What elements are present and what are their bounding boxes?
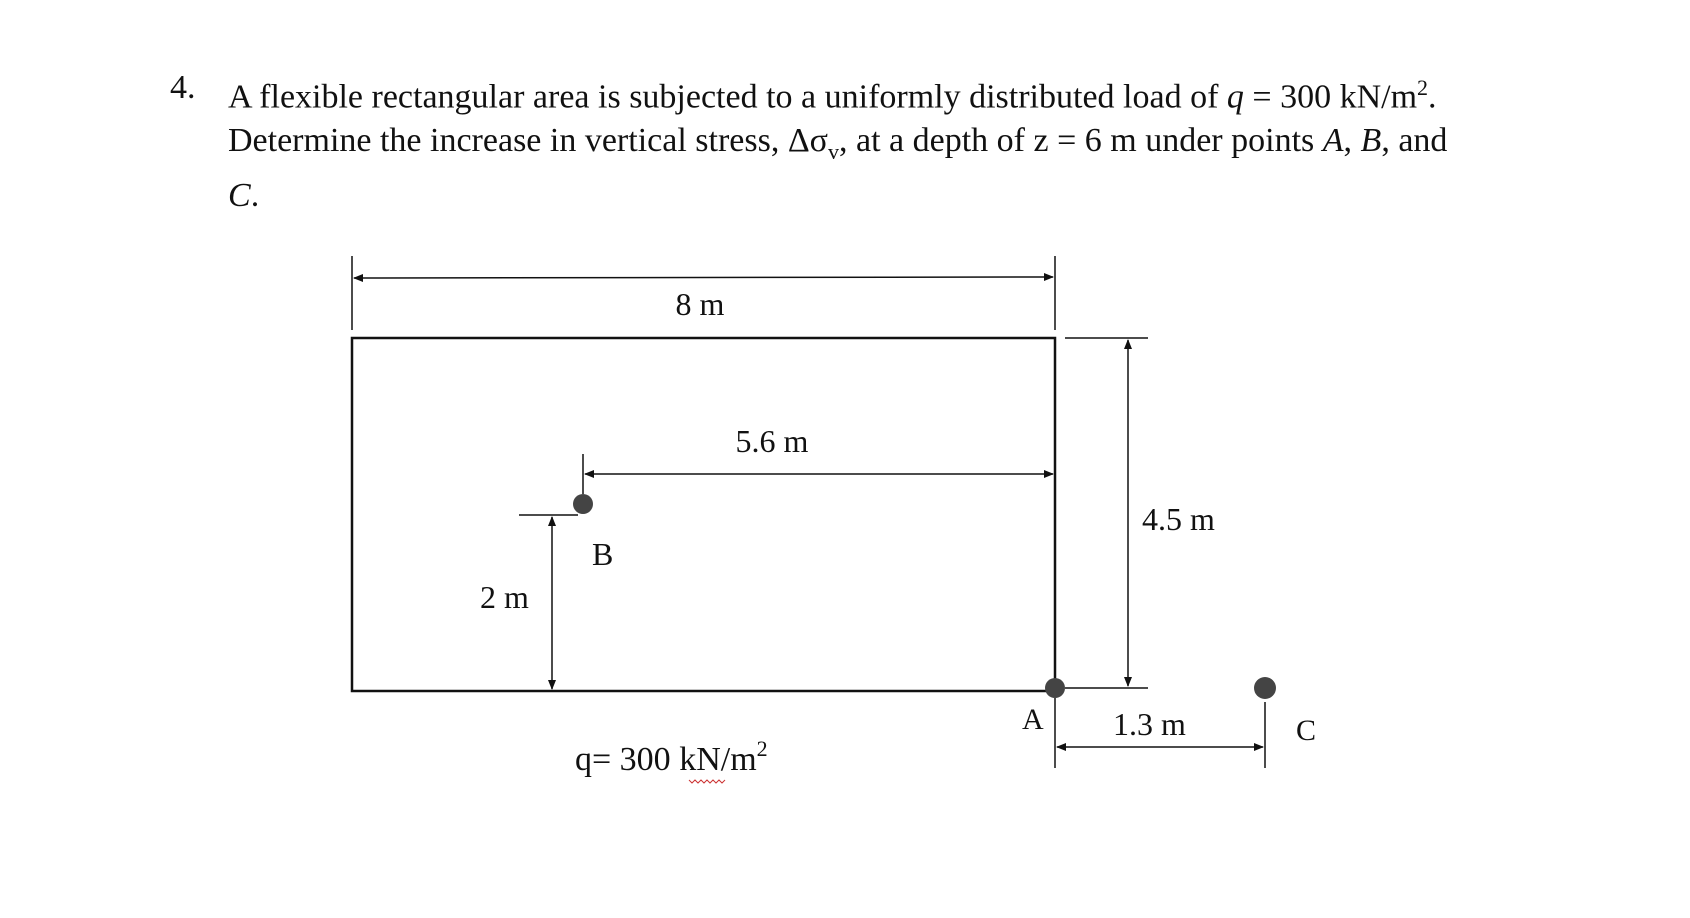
load-label xyxy=(575,736,768,778)
point-c-label: C xyxy=(1296,714,1317,747)
width-dimension-label: 8 m xyxy=(675,286,725,322)
point-a-label: A xyxy=(1022,703,1044,736)
problem-number: 4. xyxy=(170,69,196,106)
loaded-rectangle xyxy=(352,338,1055,691)
c-offset-dimension-label: 1.3 m xyxy=(1113,706,1186,742)
comma: , xyxy=(1343,122,1353,160)
and-text: , and xyxy=(1381,122,1448,160)
height-dimension-label: 4.5 m xyxy=(1142,501,1215,537)
load-label-unit: kN/m xyxy=(679,741,757,778)
problem-line-2-mid: , at a depth of z = 6 m under points xyxy=(839,122,1315,160)
problem-line-2-text: Determine the increase in vertical stress, Δσ xyxy=(228,122,829,160)
load-label-exponent: 2 xyxy=(756,736,768,761)
load-variable: q xyxy=(1226,78,1244,116)
spellcheck-underline xyxy=(689,780,725,783)
width-dimension-arrow xyxy=(354,277,1053,278)
point-c-ref: C xyxy=(228,177,251,215)
point-b-ref: B xyxy=(1360,122,1382,160)
point-b-marker xyxy=(573,494,593,514)
problem-line-1-end: . xyxy=(1428,78,1437,116)
load-exponent: 2 xyxy=(1417,75,1429,100)
load-value: = 300 kN/m xyxy=(1243,78,1418,116)
point-a-ref: A xyxy=(1322,122,1344,160)
problem-line-1-text: A flexible rectangular area is subjected to a uniformly distributed load of xyxy=(228,78,1219,116)
stress-subscript: v xyxy=(828,139,840,165)
point-b-label: B xyxy=(592,536,614,572)
b-horizontal-dimension-label: 5.6 m xyxy=(735,423,809,459)
problem-line-3-end: . xyxy=(250,177,260,215)
point-a-marker xyxy=(1045,678,1065,698)
load-label-prefix: q= 300 xyxy=(575,741,680,778)
point-c-marker xyxy=(1254,677,1276,699)
b-vertical-dimension-label: 2 m xyxy=(480,579,529,615)
